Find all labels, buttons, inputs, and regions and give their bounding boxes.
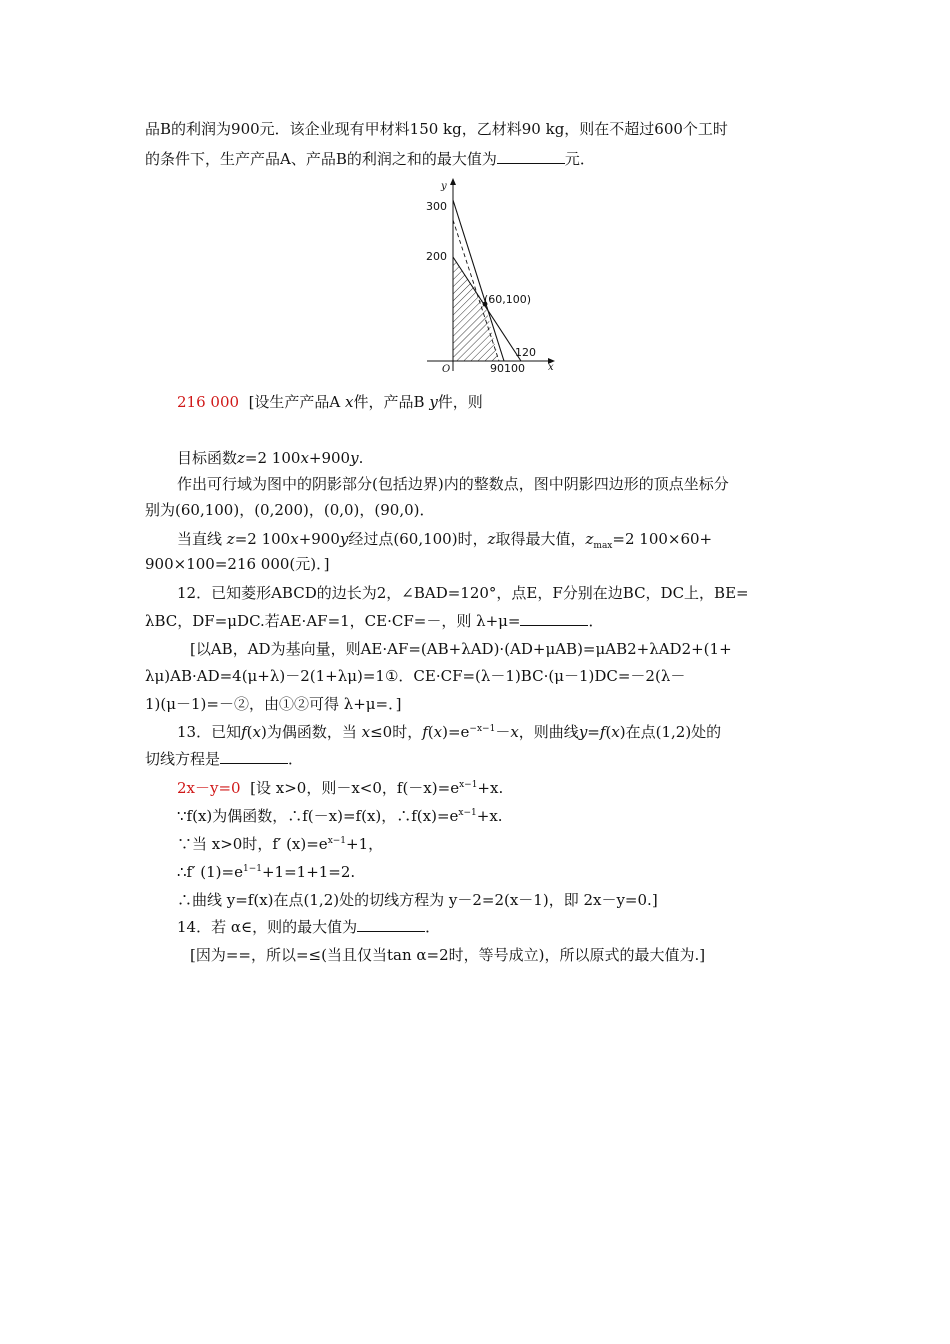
- x-tick-90-100: 90100: [490, 362, 525, 375]
- origin-label: O: [442, 364, 451, 375]
- q13-step-2: ∵f(x)为偶函数，∴f(－x)=f(x)，$\therefore f(x)=e^{x-1}+x$.: [177, 807, 503, 825]
- q13-step-4: ∴f′ $(1)=e^{1-1}+1=1+1=2$.: [177, 863, 356, 881]
- q13-step-5: ∴曲线 y=f(x)在点(1,2)处的切线方程为 y－2=2(x－1)，即 2x－y=0.]: [177, 891, 658, 909]
- q11-max-line: 当直线 z=2 100x+900y经过点(60,100)时，z取得最大值，$z_{max}=2$ 100×60+: [177, 530, 713, 551]
- y-tick-300: 300: [426, 200, 447, 213]
- q13-answer-line: 2x－y=0 [设 x>0，则－x<0，$f(-x)=e^{x-1}+x$.: [177, 779, 504, 797]
- q11-objective: 目标函数z=2 100x+900y.: [177, 449, 364, 467]
- q13-step-3: ∵当 x>0时，f′ $(x)=e^{x-1}+1$，: [177, 835, 384, 853]
- q13-blank: [220, 749, 288, 764]
- q13-answer: 2x－y=0: [177, 779, 241, 797]
- q14-solution: [因为==，所以=≤(当且仅当tan α=2时，等号成立)，所以原式的最大值为.]: [190, 946, 706, 964]
- feasible-region-figure: [415, 176, 560, 376]
- q11-max-line-2: 900×100=216 000(元)．]: [145, 555, 330, 573]
- q14-line-1: 14．若 α∈，则的最大值为 ．: [177, 918, 441, 936]
- q13-line-1: 13．已知f(x)为偶函数，当 x≤0时，$f(x)=e^{-x-1}-x$，则曲线y=f(x)在点(1,2)处的: [177, 723, 722, 741]
- q11-answer-line: 216 000 [设生产产品A x件，产品B y件，则: [177, 393, 483, 411]
- q11-feasible-1: 作出可行域为图中的阴影部分(包括边界)内的整数点，图中阴影四边形的顶点坐标分: [177, 475, 729, 493]
- q12-solution-2: λμ)AB·AD=4(μ+λ)－2(1+λμ)=1①．CE·CF=(λ－1)BC·(μ－1)DC=－2(λ－: [145, 667, 686, 685]
- intro-line-2: [145, 148, 595, 170]
- y-tick-200: 200: [426, 250, 447, 263]
- q12-solution-3: 1)(μ－1)=－②，由①②可得 λ+μ=．]: [145, 695, 402, 713]
- q12-solution-1: [以AB，AD为基向量，则AE·AF=(AB+λAD)·(AD+μAB)=μAB2+λAD2+(1+: [190, 640, 732, 658]
- intro-text: 的条件下，生产产品A、产品B的利润之和的最大值为: [145, 150, 497, 168]
- answer-blank: [497, 149, 565, 164]
- q11-answer: 216 000: [177, 393, 240, 411]
- label-120: 120: [515, 346, 536, 359]
- q13-line-2: 切线方程是 ．: [145, 750, 304, 768]
- point-label: (60,100): [484, 293, 532, 306]
- intro-unit: 元．: [564, 150, 595, 168]
- x-axis-label: x: [548, 362, 554, 373]
- q14-blank: [357, 917, 425, 932]
- q11-feasible-2: 别为(60,100)，(0,200)，(0,0)，(90,0)．: [145, 501, 435, 519]
- q12-line-2: λBC，DF=μDC.若AE·AF=1，CE·CF=－，则 λ+μ= ．: [145, 612, 604, 630]
- y-axis-label: y: [441, 181, 447, 192]
- q12-line-1: 12．已知菱形ABCD的边长为2，∠BAD=120°，点E，F分别在边BC，DC上，BE=: [177, 584, 749, 602]
- intro-line-1: 品B的利润为900元．该企业现有甲材料150 kg，乙材料90 kg，则在不超过600个工时: [145, 120, 728, 138]
- q12-blank: [520, 611, 588, 626]
- y-axis-arrow: [450, 178, 456, 185]
